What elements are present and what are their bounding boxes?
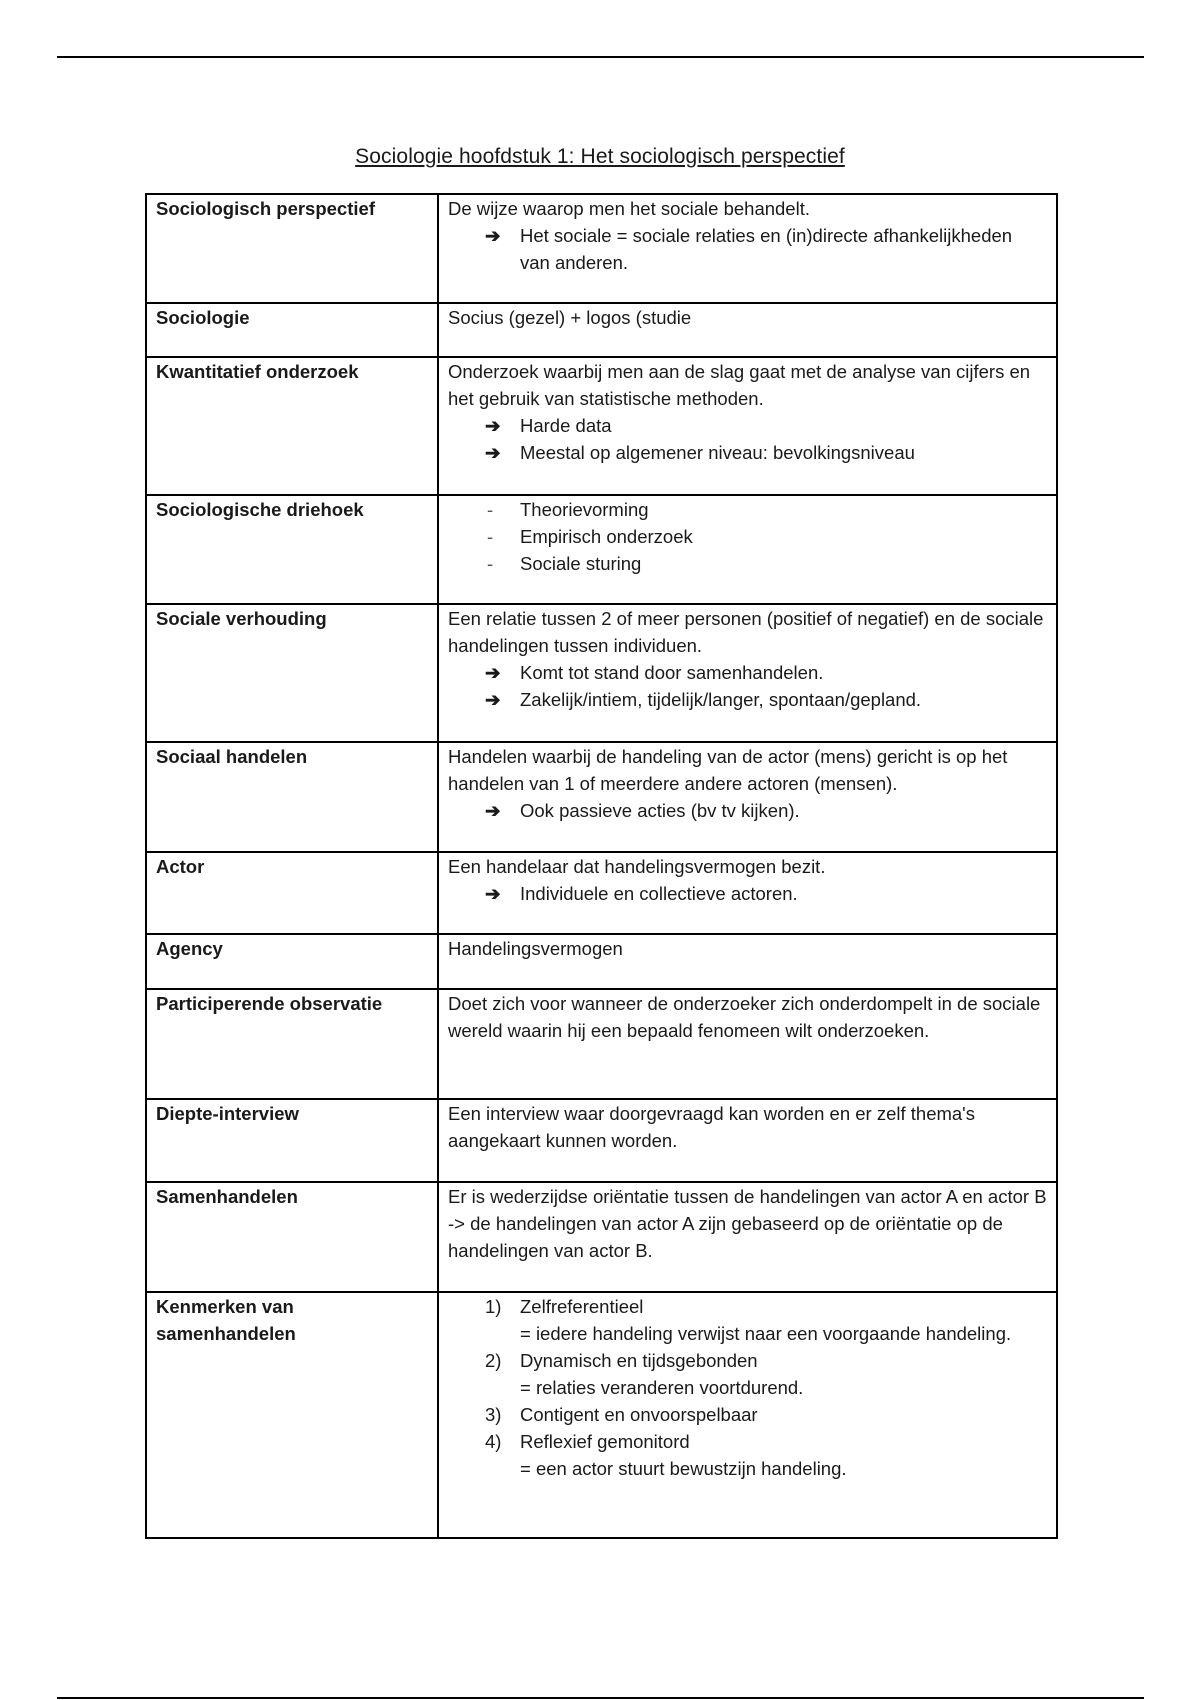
list-item: - Theorievorming	[448, 496, 1047, 523]
term-cell: Actor	[146, 852, 438, 934]
definition-cell	[438, 1099, 1057, 1182]
term-cell: Kenmerken van samenhandelen	[146, 1292, 438, 1538]
definition-text: Onderzoek waarbij men aan de slag gaat met de analyse van cijfers en het gebruik van statistische methoden.	[448, 361, 1031, 409]
list-item: ➔ Ook passieve acties (bv tv kijken).	[448, 797, 1047, 824]
arrow-right-icon: ➔	[485, 689, 501, 710]
term-cell: Sociaal handelen	[146, 742, 438, 852]
arrow-list	[448, 412, 1047, 466]
list-item: ➔ Harde data	[448, 412, 1047, 439]
arrow-right-icon: ➔	[485, 442, 501, 463]
definition-text: Een relatie tussen 2 of meer personen (positief of negatief) en de sociale handelingen tussen individuen.	[448, 608, 1044, 656]
definition-text: Socius (gezel) + logos (studie	[448, 307, 692, 328]
numbered-list	[448, 1293, 1047, 1482]
term-cell: Kwantitatief onderzoek	[146, 357, 438, 495]
definition-cell	[438, 989, 1057, 1099]
dash-bullet-icon: -	[487, 499, 494, 520]
term-cell: Sociologisch perspectief	[146, 194, 438, 303]
list-item: ➔ Zakelijk/intiem, tijdelijk/langer, spontaan/gepland.	[448, 686, 1047, 713]
definition-text: Handelingsvermogen	[448, 938, 623, 959]
term-cell: Agency	[146, 934, 438, 989]
dash-bullet-icon: -	[487, 553, 494, 574]
definition-text: De wijze waarop men het sociale behandelt.	[448, 198, 810, 219]
definition-text: Een interview waar doorgevraagd kan worden en er zelf thema's aangekaart kunnen worden.	[448, 1103, 975, 1151]
definitions-table	[145, 193, 1058, 1539]
definition-cell	[438, 852, 1057, 934]
definition-cell	[438, 357, 1057, 495]
arrow-right-icon: ➔	[485, 662, 501, 683]
list-number: 1)	[485, 1296, 502, 1317]
definition-text: Een handelaar dat handelingsvermogen bezit.	[448, 856, 826, 877]
definition-cell	[438, 1292, 1057, 1538]
table-row	[146, 194, 1057, 303]
table-row	[146, 604, 1057, 742]
definition-cell	[438, 194, 1057, 303]
arrow-list	[448, 880, 1047, 907]
term-cell: Participerende observatie	[146, 989, 438, 1099]
term-cell: Samenhandelen	[146, 1182, 438, 1292]
document-title: Sociologie hoofdstuk 1: Het sociologisch perspectief	[355, 145, 845, 168]
table-row	[146, 357, 1057, 495]
list-item: 1) Zelfreferentieel = iedere handeling verwijst naar een voorgaande handeling.	[448, 1293, 1047, 1347]
list-item: 2) Dynamisch en tijdsgebonden = relaties veranderen voortdurend.	[448, 1347, 1047, 1401]
list-item: - Sociale sturing	[448, 550, 1047, 577]
table-row	[146, 1182, 1057, 1292]
definition-cell	[438, 495, 1057, 604]
term-cell: Sociale verhouding	[146, 604, 438, 742]
arrow-list	[448, 222, 1047, 276]
table-row	[146, 989, 1057, 1099]
table-row	[146, 1292, 1057, 1538]
term-cell: Sociologie	[146, 303, 438, 357]
table-row	[146, 852, 1057, 934]
arrow-right-icon: ➔	[485, 800, 501, 821]
dash-list	[448, 496, 1047, 577]
term-cell: Sociologische driehoek	[146, 495, 438, 604]
arrow-right-icon: ➔	[485, 415, 501, 436]
definition-text: Doet zich voor wanneer de onderzoeker zich onderdompelt in de sociale wereld waarin hij een bepaald fenomeen wilt onderzoeken.	[448, 993, 1041, 1041]
list-item: ➔ Individuele en collectieve actoren.	[448, 880, 1047, 907]
dash-bullet-icon: -	[487, 526, 494, 547]
list-item: 3) Contigent en onvoorspelbaar	[448, 1401, 1047, 1428]
table-row	[146, 742, 1057, 852]
table-row	[146, 1099, 1057, 1182]
arrow-list	[448, 659, 1047, 713]
list-number: 3)	[485, 1404, 502, 1425]
table-row	[146, 934, 1057, 989]
definition-text: Er is wederzijdse oriëntatie tussen de handelingen van actor A en actor B -> de handelingen van actor A zijn gebaseerd op de oriëntatie op de handelingen van actor B.	[448, 1186, 1047, 1261]
arrow-list	[448, 797, 1047, 824]
definition-text: Handelen waarbij de handeling van de actor (mens) gericht is op het handelen van 1 of meerdere andere actoren (mensen).	[448, 746, 1008, 794]
list-number: 2)	[485, 1350, 502, 1371]
term-cell: Diepte-interview	[146, 1099, 438, 1182]
footer-rule	[57, 1697, 1144, 1699]
list-item: ➔ Het sociale = sociale relaties en (in)directe afhankelijkheden van anderen.	[448, 222, 1047, 276]
definition-cell	[438, 1182, 1057, 1292]
table-row	[146, 303, 1057, 357]
table-row	[146, 495, 1057, 604]
definition-cell	[438, 604, 1057, 742]
arrow-right-icon: ➔	[485, 883, 501, 904]
definition-cell	[438, 934, 1057, 989]
arrow-right-icon: ➔	[485, 225, 501, 246]
list-item: 4) Reflexief gemonitord = een actor stuurt bewustzijn handeling.	[448, 1428, 1047, 1482]
list-item: ➔ Meestal op algemener niveau: bevolkingsniveau	[448, 439, 1047, 466]
list-item: - Empirisch onderzoek	[448, 523, 1047, 550]
definition-cell	[438, 303, 1057, 357]
list-item: ➔ Komt tot stand door samenhandelen.	[448, 659, 1047, 686]
list-number: 4)	[485, 1431, 502, 1452]
header-rule	[57, 56, 1144, 58]
definition-cell	[438, 742, 1057, 852]
